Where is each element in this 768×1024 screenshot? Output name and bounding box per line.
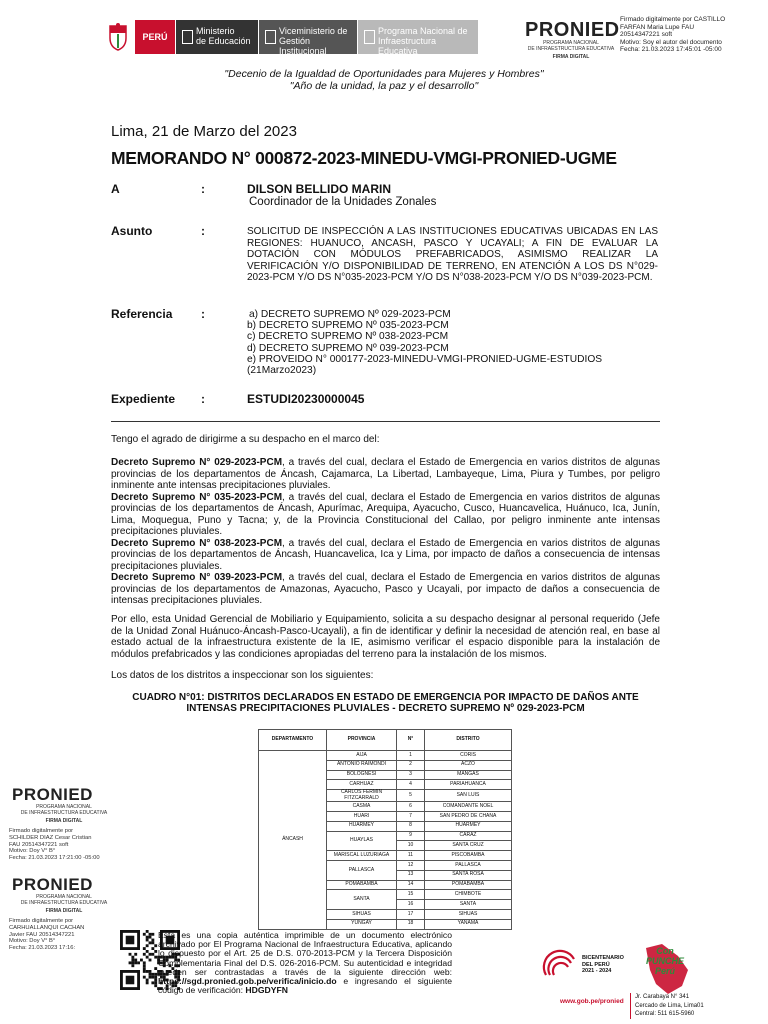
firma-digital-label: FIRMA DIGITAL bbox=[552, 54, 590, 60]
number-cell: 1 bbox=[397, 751, 425, 761]
verification-code: HDGDYFN bbox=[245, 985, 288, 996]
reference-item: c) DECRETO SUPREMO Nº 038-2023-PCM bbox=[247, 331, 449, 343]
number-cell: 2 bbox=[397, 760, 425, 770]
distrito-cell: ACZO bbox=[425, 760, 512, 770]
bicentenario-emblem-icon bbox=[540, 945, 580, 985]
a-colon: : bbox=[201, 182, 205, 196]
number-cell: 18 bbox=[397, 919, 425, 929]
bicentenario-text: BICENTENARIO DEL PERÚ 2021 - 2024 bbox=[582, 955, 624, 974]
firma-digital-label: FIRMA DIGITAL bbox=[45, 908, 83, 914]
memo-title: MEMORANDO N° 000872-2023-MINEDU-VMGI-PRONIED-UGME bbox=[111, 148, 617, 168]
pronied-wordmark: PRONIED bbox=[12, 785, 93, 804]
number-cell: 17 bbox=[397, 909, 425, 919]
table-caption-line: CUADRO N°01: DISTRITOS DECLARADOS EN ESTADO DE EMERGENCIA POR IMPACTO DE DAÑOS ANTE bbox=[132, 692, 639, 703]
gob-website[interactable]: www.gob.pe/pronied bbox=[560, 998, 624, 1005]
a-label: A bbox=[111, 182, 120, 196]
number-cell: 12 bbox=[397, 860, 425, 870]
provincia-cell: SIHUAS bbox=[327, 909, 397, 919]
firma-digital-label: FIRMA DIGITAL bbox=[45, 818, 83, 824]
decree-paragraphs bbox=[111, 457, 660, 607]
provincia-cell: BOLOGNESI bbox=[327, 770, 397, 780]
pronied-wordmark: PRONIED bbox=[525, 19, 620, 41]
distrito-cell: CORIS bbox=[425, 751, 512, 761]
ministerio-logo: Ministerio de Educación bbox=[176, 20, 258, 54]
distrito-cell: PISCOBAMBA bbox=[425, 851, 512, 861]
distrito-cell: SANTA ROSA bbox=[425, 870, 512, 880]
decree-text: , a través del cual, declara el Estado de Emergencia en varios distritos de algunas provincias de los departamentos de Áncash, Huancavelica, Ica y Lima, por impacto de daños a consecuencia de intensas precipitaciones pluviales. bbox=[111, 537, 660, 572]
number-cell: 15 bbox=[397, 890, 425, 900]
provincia-cell: YUNGAY bbox=[327, 919, 397, 929]
provincia-cell: PALLASCA bbox=[327, 860, 397, 880]
verification-url[interactable]: https://sgd.pronied.gob.pe/verifica/inicio.do bbox=[158, 976, 337, 987]
national-shield-icon bbox=[105, 20, 131, 54]
number-cell: 5 bbox=[397, 790, 425, 802]
pronied-subtitle: PROGRAMA NACIONAL DE INFRAESTRUCTURA EDUCATIVA bbox=[20, 804, 108, 816]
decree-title: Decreto Supremo N° 029-2023-PCM bbox=[111, 457, 283, 468]
number-cell: 6 bbox=[397, 802, 425, 812]
memo-date: Lima, 21 de Marzo del 2023 bbox=[111, 123, 297, 140]
provincia-cell: AIJA bbox=[327, 751, 397, 761]
recipient-name: DILSON BELLIDO MARIN bbox=[247, 182, 391, 196]
note-text: Esta es una copia auténtica imprimible de un documento electrónico archivado por El Programa Nacional de Infraestructura Educativa, aplicando lo dispuesto por el Art. 25 de D.S. 070-2013-PCM y la Tercera Disposición Complementaria Final del D.S. 026-2016-PCM. Su autenticidad e integridad pueden ser contrastadas a través de la siguiente dirección web: bbox=[158, 930, 452, 977]
number-cell: 8 bbox=[397, 821, 425, 831]
districts-intro: Los datos de los distritos a inspeccionar son los siguientes: bbox=[111, 670, 374, 681]
digital-signature-left-2: Firmado digitalmente por CARHUALLANQUI CACHAN Javier FAU 20514347221 Motivo: Doy V° B° Fecha: 21.03.2023 17:16: bbox=[9, 918, 85, 952]
distrito-cell: SANTA CRUZ bbox=[425, 841, 512, 851]
distrito-cell: SAN PEDRO DE CHANA bbox=[425, 811, 512, 821]
reference-list bbox=[247, 309, 602, 376]
column-header: N° bbox=[397, 730, 425, 751]
number-cell: 11 bbox=[397, 851, 425, 861]
decree-item bbox=[111, 457, 660, 492]
referencia-colon: : bbox=[201, 307, 205, 321]
distrito-cell: MANGAS bbox=[425, 770, 512, 780]
body-intro: Tengo el agrado de dirigirme a su despacho en el marco del: bbox=[111, 434, 380, 445]
number-cell: 13 bbox=[397, 870, 425, 880]
digital-signature-top: Firmado digitalmente por CASTILLO FARFAN Maria Lupe FAU 20514347221 soft Motivo: Soy el autor del documento Fecha: 21.03.2023 17:45:01 -05:00 bbox=[620, 16, 726, 53]
distrito-cell: POMABAMBA bbox=[425, 880, 512, 890]
provincia-cell: ANTONIO RAIMONDI bbox=[327, 760, 397, 770]
motto-line-1: "Decenio de la Igualdad de Oportunidades para Mujeres y Hombres" bbox=[224, 68, 544, 80]
note-text: e ingresando el siguiente código de verificación: bbox=[158, 976, 452, 996]
expediente-number: ESTUDI20230000045 bbox=[247, 392, 365, 406]
distrito-cell: CARAZ bbox=[425, 831, 512, 841]
expediente-label: Expediente bbox=[111, 392, 176, 406]
provincia-cell: MARISCAL LUZURIAGA bbox=[327, 851, 397, 861]
pronied-address: Jr. Carabaya N° 341 Cercado de Lima, Lima01 Central: 511 615-5960 bbox=[630, 993, 704, 1019]
number-cell: 14 bbox=[397, 880, 425, 890]
provincia-cell: HUAYLAS bbox=[327, 831, 397, 851]
decree-item bbox=[111, 572, 660, 607]
provincia-cell: CARHUAZ bbox=[327, 780, 397, 790]
table-header-row bbox=[259, 730, 512, 751]
reference-item: b) DECRETO SUPREMO Nº 035-2023-PCM bbox=[247, 320, 449, 332]
reference-item: e) PROVEIDO N° 000177-2023-MINEDU-VMGI-PRONIED-UGME-ESTUDIOS bbox=[247, 353, 603, 365]
provincia-cell: CASMA bbox=[327, 802, 397, 812]
distrito-cell: CHIMBOTE bbox=[425, 890, 512, 900]
districts-table bbox=[258, 729, 512, 930]
divider-line bbox=[111, 421, 660, 422]
number-cell: 10 bbox=[397, 841, 425, 851]
authenticity-note bbox=[158, 931, 452, 995]
number-cell: 4 bbox=[397, 780, 425, 790]
reference-item: (21Marzo2023) bbox=[247, 365, 317, 377]
number-cell: 7 bbox=[397, 811, 425, 821]
column-header: DISTRITO bbox=[425, 730, 512, 751]
motto-line-2: "Año de la unidad, la paz y el desarrollo" bbox=[289, 80, 479, 92]
government-header-bar bbox=[105, 20, 478, 54]
con-punche-text: Con PUNCHE Perú bbox=[646, 946, 685, 976]
decree-text: , a través del cual, declara el Estado de Emergencia en varios distritos de algunas provincias de los departamentos de Áncash, Cajamarca, La Libertad, Lambayeque, Lima, Piura y Tumbes, por peligro inminente ante intensas precipitaciones pluviales. bbox=[111, 457, 660, 491]
decree-title: Decreto Supremo N° 039-2023-PCM bbox=[111, 572, 283, 583]
asunto-colon: : bbox=[201, 224, 205, 238]
viceministerio-logo: Viceministerio de Gestión Institucional bbox=[259, 20, 357, 54]
pronied-wordmark: PRONIED bbox=[12, 875, 93, 894]
number-cell: 9 bbox=[397, 831, 425, 841]
decree-item bbox=[111, 538, 660, 573]
pronied-subtitle: PROGRAMA NACIONAL DE INFRAESTRUCTURA EDUCATIVA bbox=[527, 40, 615, 52]
number-cell: 3 bbox=[397, 770, 425, 780]
pronied-subtitle: PROGRAMA NACIONAL DE INFRAESTRUCTURA EDUCATIVA bbox=[20, 894, 108, 906]
pronied-logo-left-1 bbox=[12, 786, 116, 824]
distrito-cell: SIHUAS bbox=[425, 909, 512, 919]
column-header: DEPARTAMENTO bbox=[259, 730, 327, 751]
column-header: PROVINCIA bbox=[327, 730, 397, 751]
departamento-cell: ÁNCASH bbox=[259, 751, 327, 930]
provincia-cell: HUARMEY bbox=[327, 821, 397, 831]
decree-title: Decreto Supremo N° 035-2023-PCM bbox=[111, 491, 283, 503]
distrito-cell: HUARMEY bbox=[425, 821, 512, 831]
bicentenario-logo bbox=[540, 945, 630, 990]
decree-item bbox=[111, 492, 660, 538]
con-punche-peru-logo bbox=[632, 940, 702, 1000]
peru-logo: PERÚ bbox=[135, 20, 175, 54]
distrito-cell: YANAMA bbox=[425, 919, 512, 929]
distrito-cell: PARIAHUANCA bbox=[425, 780, 512, 790]
provincia-cell: CARLOS FERMIN FITZCARRALD bbox=[327, 790, 397, 802]
pronied-logo-top bbox=[525, 19, 620, 60]
referencia-label: Referencia bbox=[111, 307, 173, 321]
asunto-label: Asunto bbox=[111, 224, 153, 238]
asunto-text: SOLICITUD DE INSPECCIÓN A LAS INSTITUCIONES EDUCATIVAS UBICADAS EN LAS REGIONES: HUANUCO, ANCASH, PASCO Y UCAYALI; A FIN DE EVALUAR LA DOTACIÓN CON MÓDULOS PREFABRICADOS, ASIMISMO REALIZAR LA VERIFICACIÓN Y/O DISPONIBILIDAD DE TERRENO, EN ATENCIÓN A LOS DS N°029-2023-PCM Y/O DS N°035-2023-PCM Y/O DS N°038-2023-PCM Y/O DS N°039-2023-PCM. bbox=[247, 226, 658, 283]
table-row bbox=[259, 751, 512, 761]
distrito-cell: COMANDANTE NOEL bbox=[425, 802, 512, 812]
pronied-logo-left-2 bbox=[12, 876, 116, 914]
distrito-cell: SAN LUIS bbox=[425, 790, 512, 802]
distrito-cell: PALLASCA bbox=[425, 860, 512, 870]
provincia-cell: HUARI bbox=[327, 811, 397, 821]
programa-logo: Programa Nacional de Infraestructura Educativa bbox=[358, 20, 478, 54]
decree-text: , a través del cual, declara el Estado de Emergencia en varios distritos de algunas provincias de los departamentos de Amazonas, Ayacucho, Pasco y Ucayali, por impacto de daños a consecuencia de intensas precipitaciones pluviales. bbox=[111, 572, 660, 606]
provincia-cell: SANTA bbox=[327, 890, 397, 910]
decree-title: Decreto Supremo N° 038-2023-PCM bbox=[111, 537, 283, 549]
request-paragraph: Por ello, esta Unidad Gerencial de Mobiliario y Equipamiento, solicita a su despacho designar al personal requerido (Jefe de la Unidad Zonal Huánuco-Áncash-Pasco-Ucayali), a fin de identificar y definir la necesidad de atención real, en base al estado actual de la infraestructura existente de la IE, asimismo verificar el espacio disponible para la instalación de módulos prefabricados y las condiciones apropiadas del terreno para la instalación de los mismos. bbox=[111, 614, 660, 660]
digital-signature-left-1: Firmado digitalmente por SCHILDER DIAZ Cesar Cristian FAU 20514347221 soft Motivo: Doy V° B° Fecha: 21.03.2023 17:21:00 -05:00 bbox=[9, 828, 100, 862]
recipient-role: Coordinador de la Unidades Zonales bbox=[249, 196, 437, 208]
table-caption bbox=[111, 692, 660, 714]
reference-item: d) DECRETO SUPREMO Nº 039-2023-PCM bbox=[247, 342, 449, 354]
reference-item: a) DECRETO SUPREMO Nº 029-2023-PCM bbox=[249, 309, 451, 320]
table-caption-line: INTENSAS PRECIPITACIONES PLUVIALES - DECRETO SUPREMO Nº 029-2023-PCM bbox=[186, 703, 585, 714]
decree-text: , a través del cual, declara el Estado de Emergencia en varios distritos de algunas provincias de los departamentos de Áncash, Apurímac, Arequipa, Ayacucho, Cusco, Huancavelica, Huánuco, Ica, Junín, Lima, Moquegua, Puno y Tacna; y, de la Provincia Constitucional del Callao, por peligro inminente ante intensas precipitaciones pluviales. bbox=[111, 491, 660, 537]
provincia-cell: POMABAMBA bbox=[327, 880, 397, 890]
distrito-cell: SANTA bbox=[425, 900, 512, 910]
expediente-colon: : bbox=[201, 392, 205, 406]
number-cell: 16 bbox=[397, 900, 425, 910]
